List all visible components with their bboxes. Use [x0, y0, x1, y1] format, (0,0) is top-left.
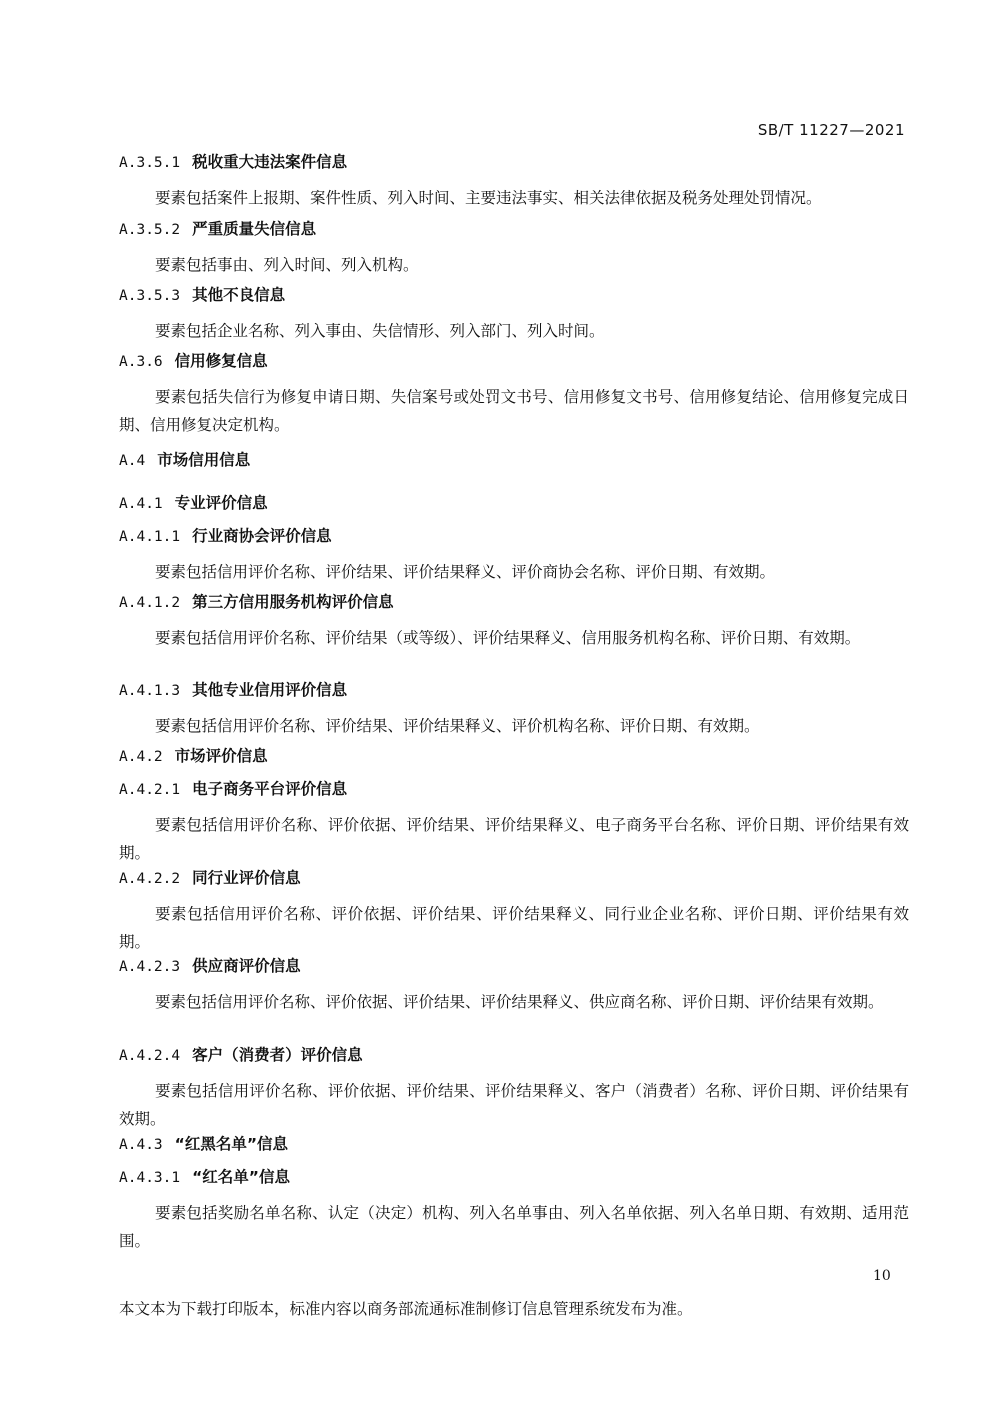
section-body: 要素包括信用评价名称、评价依据、评价结果、评价结果释义、电子商务平台名称、评价日期、评价结果有效期。	[119, 816, 909, 862]
section-heading	[119, 219, 909, 240]
section-title: 行业商协会评价信息	[192, 527, 332, 545]
section-heading	[119, 956, 909, 977]
section-title: 供应商评价信息	[192, 957, 301, 975]
section-body: 要素包括信用评价名称、评价依据、评价结果、评价结果释义、客户（消费者）名称、评价日期、评价结果有效期。	[119, 1082, 909, 1128]
section-a36	[119, 351, 909, 439]
section-heading	[119, 746, 909, 767]
section-body: 要素包括企业名称、列入事由、失信情形、列入部门、列入时间。	[155, 322, 605, 340]
section-number: A.4.2.2	[119, 871, 181, 887]
section-number: A.4.1.3	[119, 683, 181, 699]
section-a352	[119, 219, 909, 279]
page-number: 10	[873, 1268, 891, 1284]
section-heading	[119, 526, 909, 547]
section-title: 专业评价信息	[174, 494, 268, 512]
section-a42	[119, 746, 909, 767]
section-number: A.4	[119, 453, 146, 469]
section-number: A.3.5.3	[119, 288, 181, 304]
section-number: A.4.1.2	[119, 595, 181, 611]
section-title: 严重质量失信信息	[192, 220, 317, 238]
section-heading	[119, 868, 909, 889]
section-number: A.4.3	[119, 1137, 163, 1153]
section-number: A.4.1	[119, 496, 163, 512]
section-title: 其他专业信用评价信息	[192, 681, 348, 699]
section-heading	[119, 779, 909, 800]
section-number: A.4.2.4	[119, 1048, 181, 1064]
section-body: 要素包括信用评价名称、评价依据、评价结果、评价结果释义、同行业企业名称、评价日期、评价结果有效期。	[119, 905, 909, 951]
section-heading	[119, 152, 909, 173]
section-a422	[119, 868, 909, 956]
section-title: “红名单”信息	[192, 1168, 290, 1186]
footer-note: 本文本为下载打印版本，标准内容以商务部流通标准制修订信息管理系统发布为准。	[119, 1300, 693, 1318]
section-heading	[119, 285, 909, 306]
section-a423	[119, 956, 909, 1016]
section-title: 同行业评价信息	[192, 869, 301, 887]
section-heading	[119, 1045, 909, 1066]
section-a412	[119, 592, 909, 652]
section-body: 要素包括事由、列入时间、列入机构。	[155, 256, 419, 274]
section-heading	[119, 1134, 909, 1155]
section-title: 税收重大违法案件信息	[192, 153, 348, 171]
section-title: 市场信用信息	[157, 451, 251, 469]
section-heading	[119, 450, 909, 471]
section-a43	[119, 1134, 909, 1155]
section-body: 要素包括信用评价名称、评价结果、评价结果释义、评价机构名称、评价日期、有效期。	[155, 717, 760, 735]
section-a351	[119, 152, 909, 212]
section-number: A.3.5.1	[119, 155, 181, 171]
section-title: 其他不良信息	[192, 286, 286, 304]
section-title: 电子商务平台评价信息	[192, 780, 348, 798]
section-body: 要素包括奖励名单名称、认定（决定）机构、列入名单事由、列入名单依据、列入名单日期、有效期、适用范围。	[119, 1204, 909, 1250]
section-body: 要素包括信用评价名称、评价依据、评价结果、评价结果释义、供应商名称、评价日期、评价结果有效期。	[155, 993, 884, 1011]
section-title: 第三方信用服务机构评价信息	[192, 593, 394, 611]
section-body: 要素包括信用评价名称、评价结果（或等级）、评价结果释义、信用服务机构名称、评价日期、有效期。	[155, 629, 861, 647]
section-heading	[119, 1167, 909, 1188]
section-title: 客户（消费者）评价信息	[192, 1046, 363, 1064]
section-a353	[119, 285, 909, 345]
section-number: A.4.2	[119, 749, 163, 765]
section-number: A.4.2.1	[119, 782, 181, 798]
section-a424	[119, 1045, 909, 1133]
section-title: 市场评价信息	[174, 747, 268, 765]
section-heading	[119, 493, 909, 514]
section-number: A.3.6	[119, 354, 163, 370]
standard-code: SB/T 11227—2021	[757, 121, 905, 139]
section-title: “红黑名单”信息	[174, 1135, 289, 1153]
section-body: 要素包括案件上报期、案件性质、列入时间、主要违法事实、相关法律依据及税务处理处罚情况。	[155, 189, 822, 207]
section-title: 信用修复信息	[174, 352, 268, 370]
section-a431	[119, 1167, 909, 1255]
section-number: A.4.3.1	[119, 1170, 181, 1186]
section-a421	[119, 779, 909, 867]
section-heading	[119, 351, 909, 372]
section-heading	[119, 680, 909, 701]
section-a41	[119, 493, 909, 514]
section-body: 要素包括信用评价名称、评价结果、评价结果释义、评价商协会名称、评价日期、有效期。	[155, 563, 776, 581]
section-a4	[119, 450, 909, 471]
section-a413	[119, 680, 909, 740]
section-number: A.4.1.1	[119, 529, 181, 545]
section-a411	[119, 526, 909, 586]
section-number: A.3.5.2	[119, 222, 181, 238]
section-heading	[119, 592, 909, 613]
section-body: 要素包括失信行为修复申请日期、失信案号或处罚文书号、信用修复文书号、信用修复结论、信用修复完成日期、信用修复决定机构。	[119, 388, 909, 434]
section-number: A.4.2.3	[119, 959, 181, 975]
